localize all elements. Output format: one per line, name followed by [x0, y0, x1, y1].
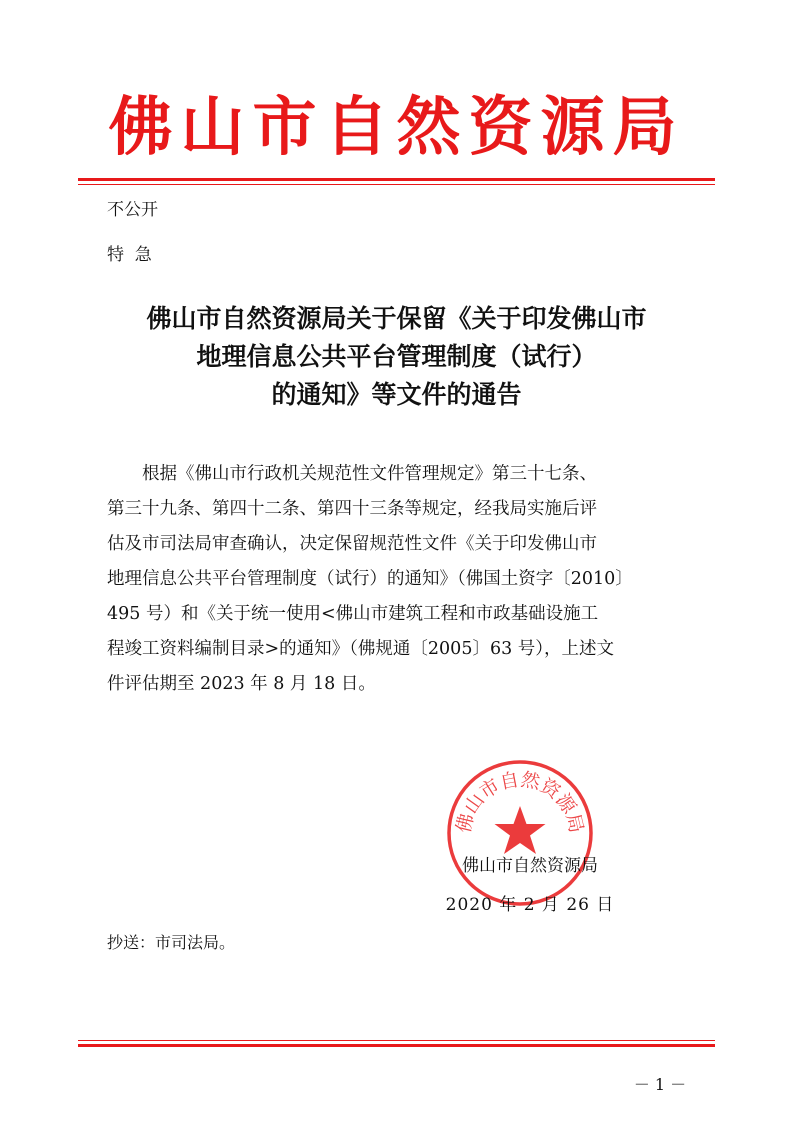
- agency-masthead: 佛山市自然资源局: [108, 90, 685, 165]
- disclosure-label: 不公开: [107, 200, 158, 220]
- title-line: 佛山市自然资源局关于保留《关于印发佛山市: [146, 304, 647, 333]
- body-line: 程竣工资料编制目录>的通知》（佛规通〔2005〕63 号），上述文: [107, 639, 615, 659]
- title-line: 地理信息公共平台管理制度（试行）: [196, 342, 597, 371]
- urgency-label: 特 急: [107, 245, 152, 265]
- body-line: 地理信息公共平台管理制度（试行）的通知》（佛国土资字〔2010〕: [107, 569, 633, 589]
- cc-line: 抄送：市司法局。: [107, 933, 236, 952]
- body-line: 495 号）和《关于统一使用<佛山市建筑工程和市政基础设施工: [107, 604, 599, 624]
- seal-star-icon: [495, 806, 546, 854]
- footer-rule-thin: [78, 1040, 715, 1041]
- page-number: － 1 －: [633, 1075, 687, 1094]
- body-line: 根据《佛山市行政机关规范性文件管理规定》第三十七条、: [107, 464, 597, 484]
- official-seal: [445, 758, 595, 908]
- body-line: 估及市司法局审查确认，决定保留规范性文件《关于印发佛山市: [107, 534, 597, 554]
- document-body: [107, 457, 697, 702]
- issue-date: 2020 年 2 月 26 日: [445, 895, 615, 915]
- title-line: 的通知》等文件的通告: [271, 380, 522, 409]
- body-line: 第三十九条、第四十二条、第四十三条等规定，经我局实施后评: [107, 499, 597, 519]
- footer-rule-thick: [78, 1044, 715, 1047]
- seal-text: 佛山市自然资源局: [452, 768, 588, 835]
- issuer-signature: 佛山市自然资源局: [462, 856, 598, 876]
- masthead-rule-thin: [78, 184, 715, 185]
- masthead-rule-thick: [78, 178, 715, 181]
- body-line: 件评估期至 2023 年 8 月 18 日。: [107, 674, 376, 694]
- document-title: [78, 300, 715, 414]
